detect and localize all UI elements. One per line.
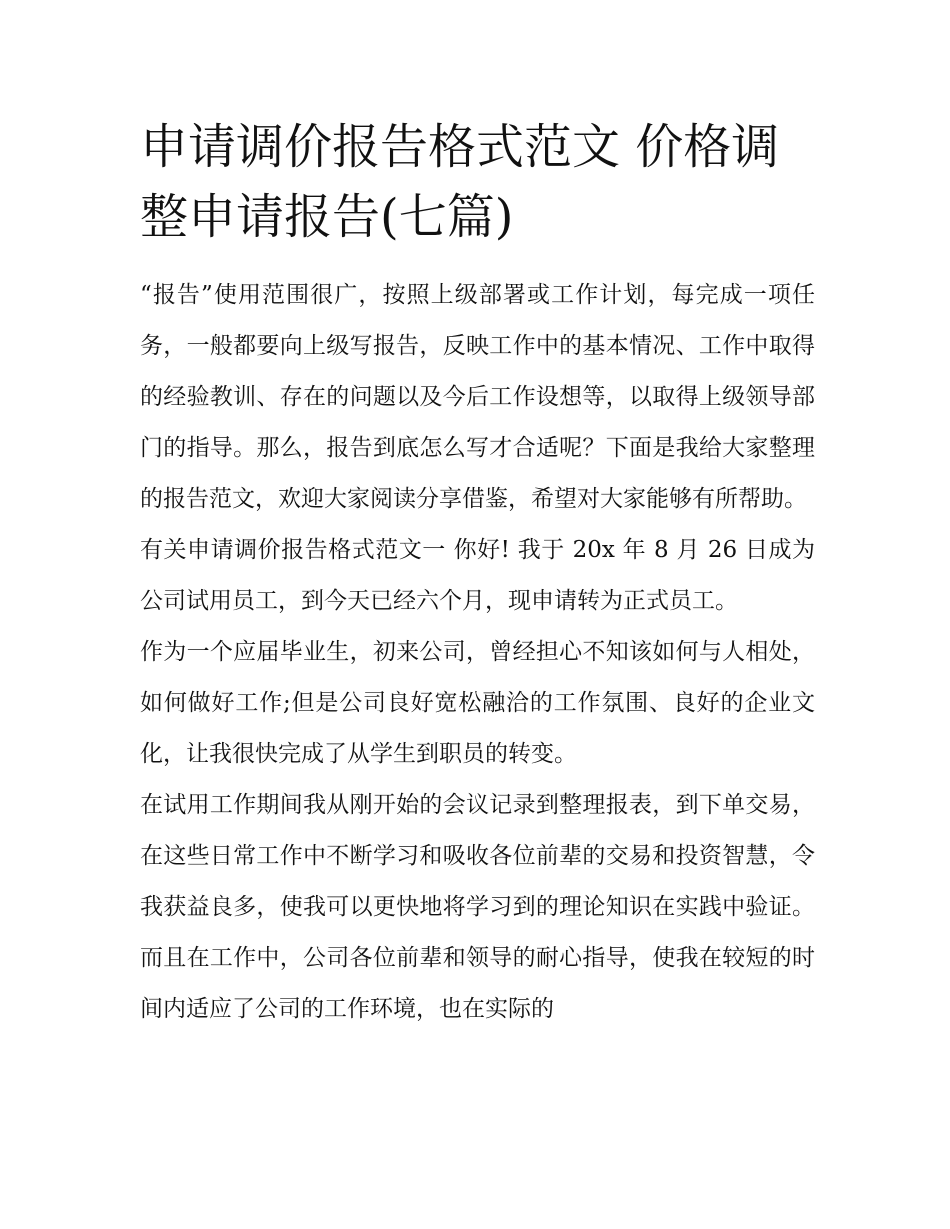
body-paragraph-3: 在试用工作期间我从刚开始的会议记录到整理报表，到下单交易，在这些日常工作中不断学习和吸收各位前辈的交易和投资智慧，令我获益良多，使我可以更快地将学习到的理论知识在实践中验证。而且在工作中，公司各位前辈和领导的耐心指导，使我在较短的时间内适应了公司的工作环境，也在实际的 (140, 792, 815, 1022)
body-paragraph-1: 有关申请调价报告格式范文一 你好! 我于 20x 年 8 月 26 日成为公司试用员工，到今天已经六个月，现申请转为正式员工。 (140, 537, 815, 614)
body-paragraph-2: 作为一个应届毕业生，初来公司，曾经担心不知该如何与人相处，如何做好工作;但是公司良好宽松融洽的工作氛围、良好的企业文化，让我很快完成了从学生到职员的转变。 (140, 639, 815, 767)
document-title: 申请调价报告格式范文 价格调整申请报告(七篇) (140, 119, 780, 245)
document-page (140, 112, 815, 1035)
intro-paragraph: “报告”使用范围很广，按照上级部署或工作计划，每完成一项任务，一般都要向上级写报告，反映工作中的基本情况、工作中取得的经验教训、存在的问题以及今后工作设想等，以取得上级领导部门的指导。那么，报告到底怎么写才合适呢？下面是我给大家整理的报告范文，欢迎大家阅读分享借鉴，希望对大家能够有所帮助。 (140, 282, 815, 512)
